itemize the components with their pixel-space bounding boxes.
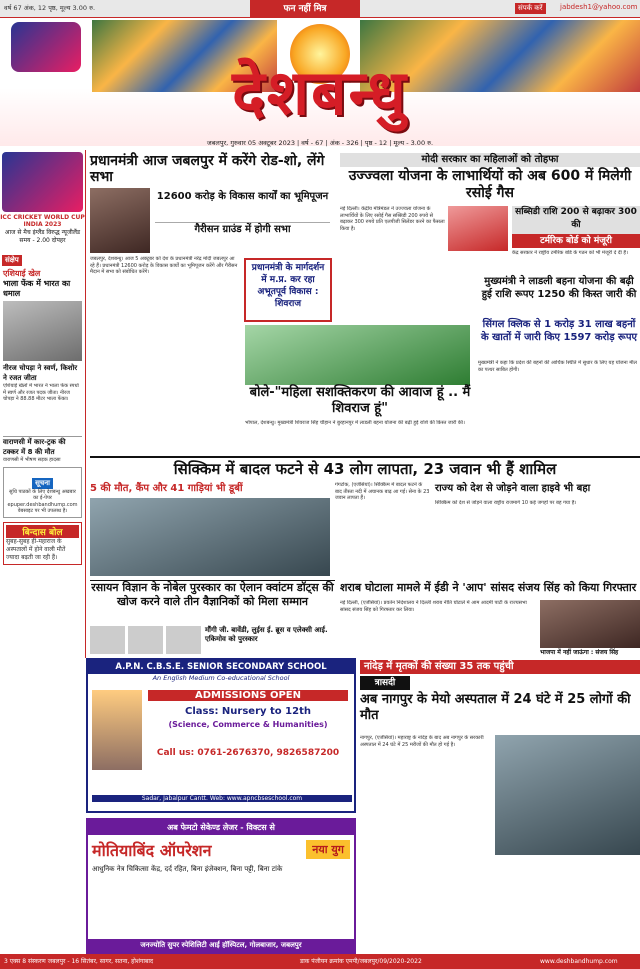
edition-info: वर्ष 67 अंक, 12 पृष्ठ, मूल्य 3.00 रु. — [4, 4, 96, 12]
ujjwala-side-sub: टर्मरिक बोर्ड को मंजूरी — [512, 234, 640, 248]
pm-headline: प्रधानमंत्री आज जबलपुर में करेंगे रोड-शो, लेंगे सभा — [90, 153, 325, 185]
ad-apn-school-name: A.P.N. C.B.S.E. SENIOR SECONDARY SCHOOL — [88, 660, 354, 674]
brief-body: वाराणसी में भीषण सड़क हादसा — [3, 457, 61, 463]
notice-title: सूचना — [32, 478, 53, 489]
ad-eye-body: आधुनिक नेत्र चिकित्सा केंद्र, दर्द रहित, बिना इंजेक्शन, बिना पट्टी, बिना टांके — [92, 865, 283, 873]
notice-body: सुधि पाठकों के लिए देशबन्धु अखबार का ई-पेपर epuper.deshbandhump.com वेबसाइट पर भी उपलब्ध है। — [7, 488, 78, 514]
brief-title: वाराणसी में कार-ट्रक की टक्कर में 8 की मौत — [3, 436, 82, 457]
pm-box-1: 12600 करोड़ के विकास कार्यों का भूमिपूजन — [156, 191, 329, 202]
ad-bindas-title: बिन्दास बोल — [6, 525, 79, 538]
javelin-photo — [3, 301, 82, 361]
ladli-quote: बोले-"महिला सशक्तिकरण की आवाज हूं .. मैं शिवराज हूं" — [249, 385, 471, 416]
nobel-scientist-photo — [166, 626, 201, 654]
ad-eye-hospital-name: जनज्योति सुपर स्पेशिलिटी आई हॉस्पिटल, गोलबाजार, जबलपुर — [88, 939, 354, 952]
sikkim-headline: सिक्किम में बादल फटने से 43 लोग लापता, 23 जवान भी हैं शामिल — [90, 456, 640, 478]
ad-apn-school — [86, 658, 356, 813]
ladli-body: भोपाल, देशबन्धु। मुख्यमंत्री शिवराज सिंह चौहान ने बुरहानपुर में लाडली बहना योजना की बढ़ी हुई राशि की किस्त जारी की। — [245, 420, 465, 426]
ad-apn-child-photo — [92, 690, 142, 770]
sikkim-side-body: सिक्किम को देश से जोड़ने वाला राष्ट्रीय राजमार्ग 10 कई जगहों पर बह गया है। — [435, 500, 577, 506]
nobel-names: मौंगी जी. बावेंडी, लुईस ई. ब्रूस व एलेक्सी आई. एकिमोव को पुरस्कार — [205, 626, 328, 643]
tagline: फन नहीं मित्र — [250, 0, 360, 18]
sikkim-side-head: राज्य को देश से जोड़ने वाला हाइवे भी बहा — [435, 483, 591, 494]
ladli-headline: मुख्यमंत्री ने लाडली बहना योजना की बढ़ी हुई राशि रूपए 1250 की किस्त जारी की — [481, 276, 637, 300]
top-bar — [0, 0, 640, 18]
sikkim-sub: 5 की मौत, कैंप और 41 गाड़ियां भी डूबीं — [90, 483, 243, 494]
ad-apn-streams: (Science, Commerce & Humanities) — [168, 720, 328, 729]
ad-bindas-body: सुबह-सुबह ही-महाराज के अस्पतालों में होने वाली मौतें ज्यादा बढ़ती जा रही हैं। — [6, 537, 66, 561]
ad-eye-hospital — [86, 818, 356, 954]
ad-apn-address: Sadar, Jabalpur Cantt. Web: www.apncbseschool.com — [92, 795, 352, 802]
worldcup-note: आज से मैच इंग्लैंड विरुद्ध न्यूजीलैंड समय - 2.00 दोपहर — [4, 229, 81, 244]
nanded-headline: अब नागपुर के मेयो अस्पताल में 24 घंटे में 25 लोगों की मौत — [360, 692, 631, 723]
contact-email[interactable]: jabdesh1@yahoo.com — [560, 3, 638, 11]
worldcup-logo-icon — [2, 152, 83, 212]
ujjwala-side-head: सब्सिडी राशि 200 से बढ़ाकर 300 की — [512, 206, 640, 234]
brief-subtitle: भाला फेंक में भारत का धमाल — [3, 279, 71, 298]
nobel-scientist-photo — [128, 626, 163, 654]
ad-apn-admission: ADMISSIONS OPEN — [148, 690, 348, 701]
brief-title: एशियाई खेल — [3, 269, 41, 278]
contact-label: संपर्क करें — [515, 3, 546, 14]
nobel-scientist-photo — [90, 626, 125, 654]
ad-apn-sub: An English Medium Co-educational School — [152, 674, 290, 682]
nobel-headline: रसायन विज्ञान के नोबेल पुरस्कार का ऐलान क्वांटम डॉट्स की खोज करने वाले तीन वैज्ञानिकों को मिला सम्मान — [90, 580, 335, 624]
ad-eye-title: मोतियाबिंद ऑपरेशन — [92, 841, 212, 860]
worldcup-label: ICC CRICKET WORLD CUP INDIA 2023 — [0, 214, 85, 228]
pm-headline-box — [90, 153, 335, 185]
worldcup-logo-icon — [11, 22, 81, 72]
footer-left: 3 एक्स 8 संस्करण जबलपुर - 16 सितंबर, सागर, सतना, होशंगाबाद — [4, 958, 154, 965]
ad-apn-phone[interactable]: Call us: 0761-2676370, 9826587200 — [156, 748, 340, 758]
ujjwala-kicker: मोदी सरकार का महिलाओं को तोहफा — [340, 153, 640, 167]
hospital-photo — [495, 735, 640, 855]
ujjwala-body: नई दिल्ली। केंद्रीय मंत्रिमंडल ने उज्ज्वला योजना के लाभार्थियों के लिए रसोई गैस सब्सिडी 200 रुपये से बढ़ाकर 300 रुपये प्रति एलपीजी सिलेंडर करने का फैसला किया है। — [340, 206, 445, 232]
ad-apn-classes: Class: Nursery to 12th — [185, 706, 311, 717]
worldcup-box — [2, 22, 90, 142]
sanjay-headline: शराब घोटाला मामले में ईडी ने 'आप' सांसद संजय सिंह को किया गिरफ्तार — [340, 581, 637, 594]
flood-photo — [90, 498, 330, 576]
dateline: जबलपुर, गुरुवार 05 अक्टूबर 2023 | वर्ष - 67 | अंक - 326 | पृष्ठ - 12 | मूल्य - 3.00 रु. — [206, 139, 434, 147]
brief-body: नीरज चोपड़ा ने स्वर्ण, किशोर ने रजत जीता — [3, 364, 78, 382]
footer — [0, 954, 640, 969]
sanjay-side: भाजपा में नहीं जाऊंगा : संजय सिंह — [540, 649, 619, 656]
sanjay-body: नई दिल्ली, (एजेंसियां)। प्रवर्तन निदेशालय ने दिल्ली शराब नीति घोटाले में आम आदमी पार्टी के राज्यसभा सांसद संजय सिंह को गिरफ्तार कर लिया। — [340, 600, 527, 613]
left-column: ICC CRICKET WORLD CUP INDIA 2023 आज से मैच इंग्लैंड विरुद्ध न्यूजीलैंड समय - 2.00 दोपहर संक्षेप एशियाई खेल भाला फेंक में भारत का धमाल नीरज चोपड़ा ने स्वर्ण, किशोर ने रजत जीता एशियाई खेलों में भारत ने भाला फेंक स्पर्धा में स्वर्ण और रजत पदक जीता। नीरज चोपड़ा ने 88.88 मीटर भाला फेंका। वाराणसी में कार-ट्रक की टक्कर में 8 की मौत वाराणसी में भीषण सड़क हादसा सूचना सुधि पाठकों के लिए देशबन्धु अखबार का ई-पेपर epuper.deshbandhump.com वेबसाइट पर भी उपलब्ध है। बिन्दास बोल सुबह-सुबह ही-महाराज के अस्पतालों में होने वाली मौतें ज्यादा बढ़ती जा रही हैं। — [0, 150, 86, 658]
footer-website[interactable]: www.deshbandhump.com — [540, 958, 618, 965]
pm-box-2: गैरीसन ग्राउंड में होगी सभा — [155, 222, 330, 252]
nanded-kicker: त्रासदी — [360, 676, 410, 690]
sanjay-photo — [540, 600, 640, 648]
ujjwala-headline: उज्ज्वला योजना के लाभार्थियों को अब 600 में मिलेगी रसोई गैस — [348, 168, 632, 201]
masthead-title: देशबन्धु — [232, 56, 408, 129]
sikkim-body: गंगटोक, (एजेंसियां)। सिक्किम में बादल फटने के बाद तीस्ता नदी में अचानक बाढ़ आ गई। सेना के 23 जवान लापता हैं। — [335, 482, 430, 501]
ladli-sub: सिंगल क्लिक से 1 करोड़ 31 लाख बहनों के खातों में जारी किए 1597 करोड़ रूपए — [480, 319, 638, 343]
ujjwala-side-body: केंद्र सरकार ने राष्ट्रीय टर्मरिक बोर्ड के गठन को भी मंजूरी दे दी है। — [512, 250, 628, 256]
gas-cylinder-photo — [448, 206, 508, 251]
pm-body: जबलपुर, देशबन्धु। आज 5 अक्टूबर को देश के प्रधानमंत्री नरेंद्र मोदी जबलपुर आ रहे हैं। प्रधानमंत्री 12600 करोड़ के विकास कार्यों का भूमिपूजन करेंगे और गैरीसन मैदान में सभा को संबोधित करेंगे। — [90, 256, 238, 275]
ad-eye-badge: नया युग — [306, 840, 350, 859]
nanded-top: नांदेड़ में मृतकों की संख्या 35 तक पहुंची — [360, 660, 640, 674]
nanded-body: नागपुर, (एजेंसियां)। महाराष्ट्र के नांदेड़ के बाद अब नागपुर के सरकारी अस्पताल में 24 घंटे में 25 मरीजों की मौत हो गई है। — [360, 735, 484, 748]
shivraj-rally-photo — [245, 325, 470, 385]
pm-photo — [90, 188, 150, 253]
brief-section-label: संक्षेप — [2, 255, 22, 266]
pm-sidebox: प्रधानमंत्री के मार्गदर्शन में म.प्र. कर रहा अभूतपूर्व विकास : शिवराज — [244, 258, 332, 322]
footer-mid: डाक पंजीयन क्रमांक एमपी/जबलपुर/09/2020-2022 — [300, 958, 422, 965]
ad-eye-top: अब फेमटो सेकेण्ड लेजर - विक्टस से — [88, 820, 354, 835]
